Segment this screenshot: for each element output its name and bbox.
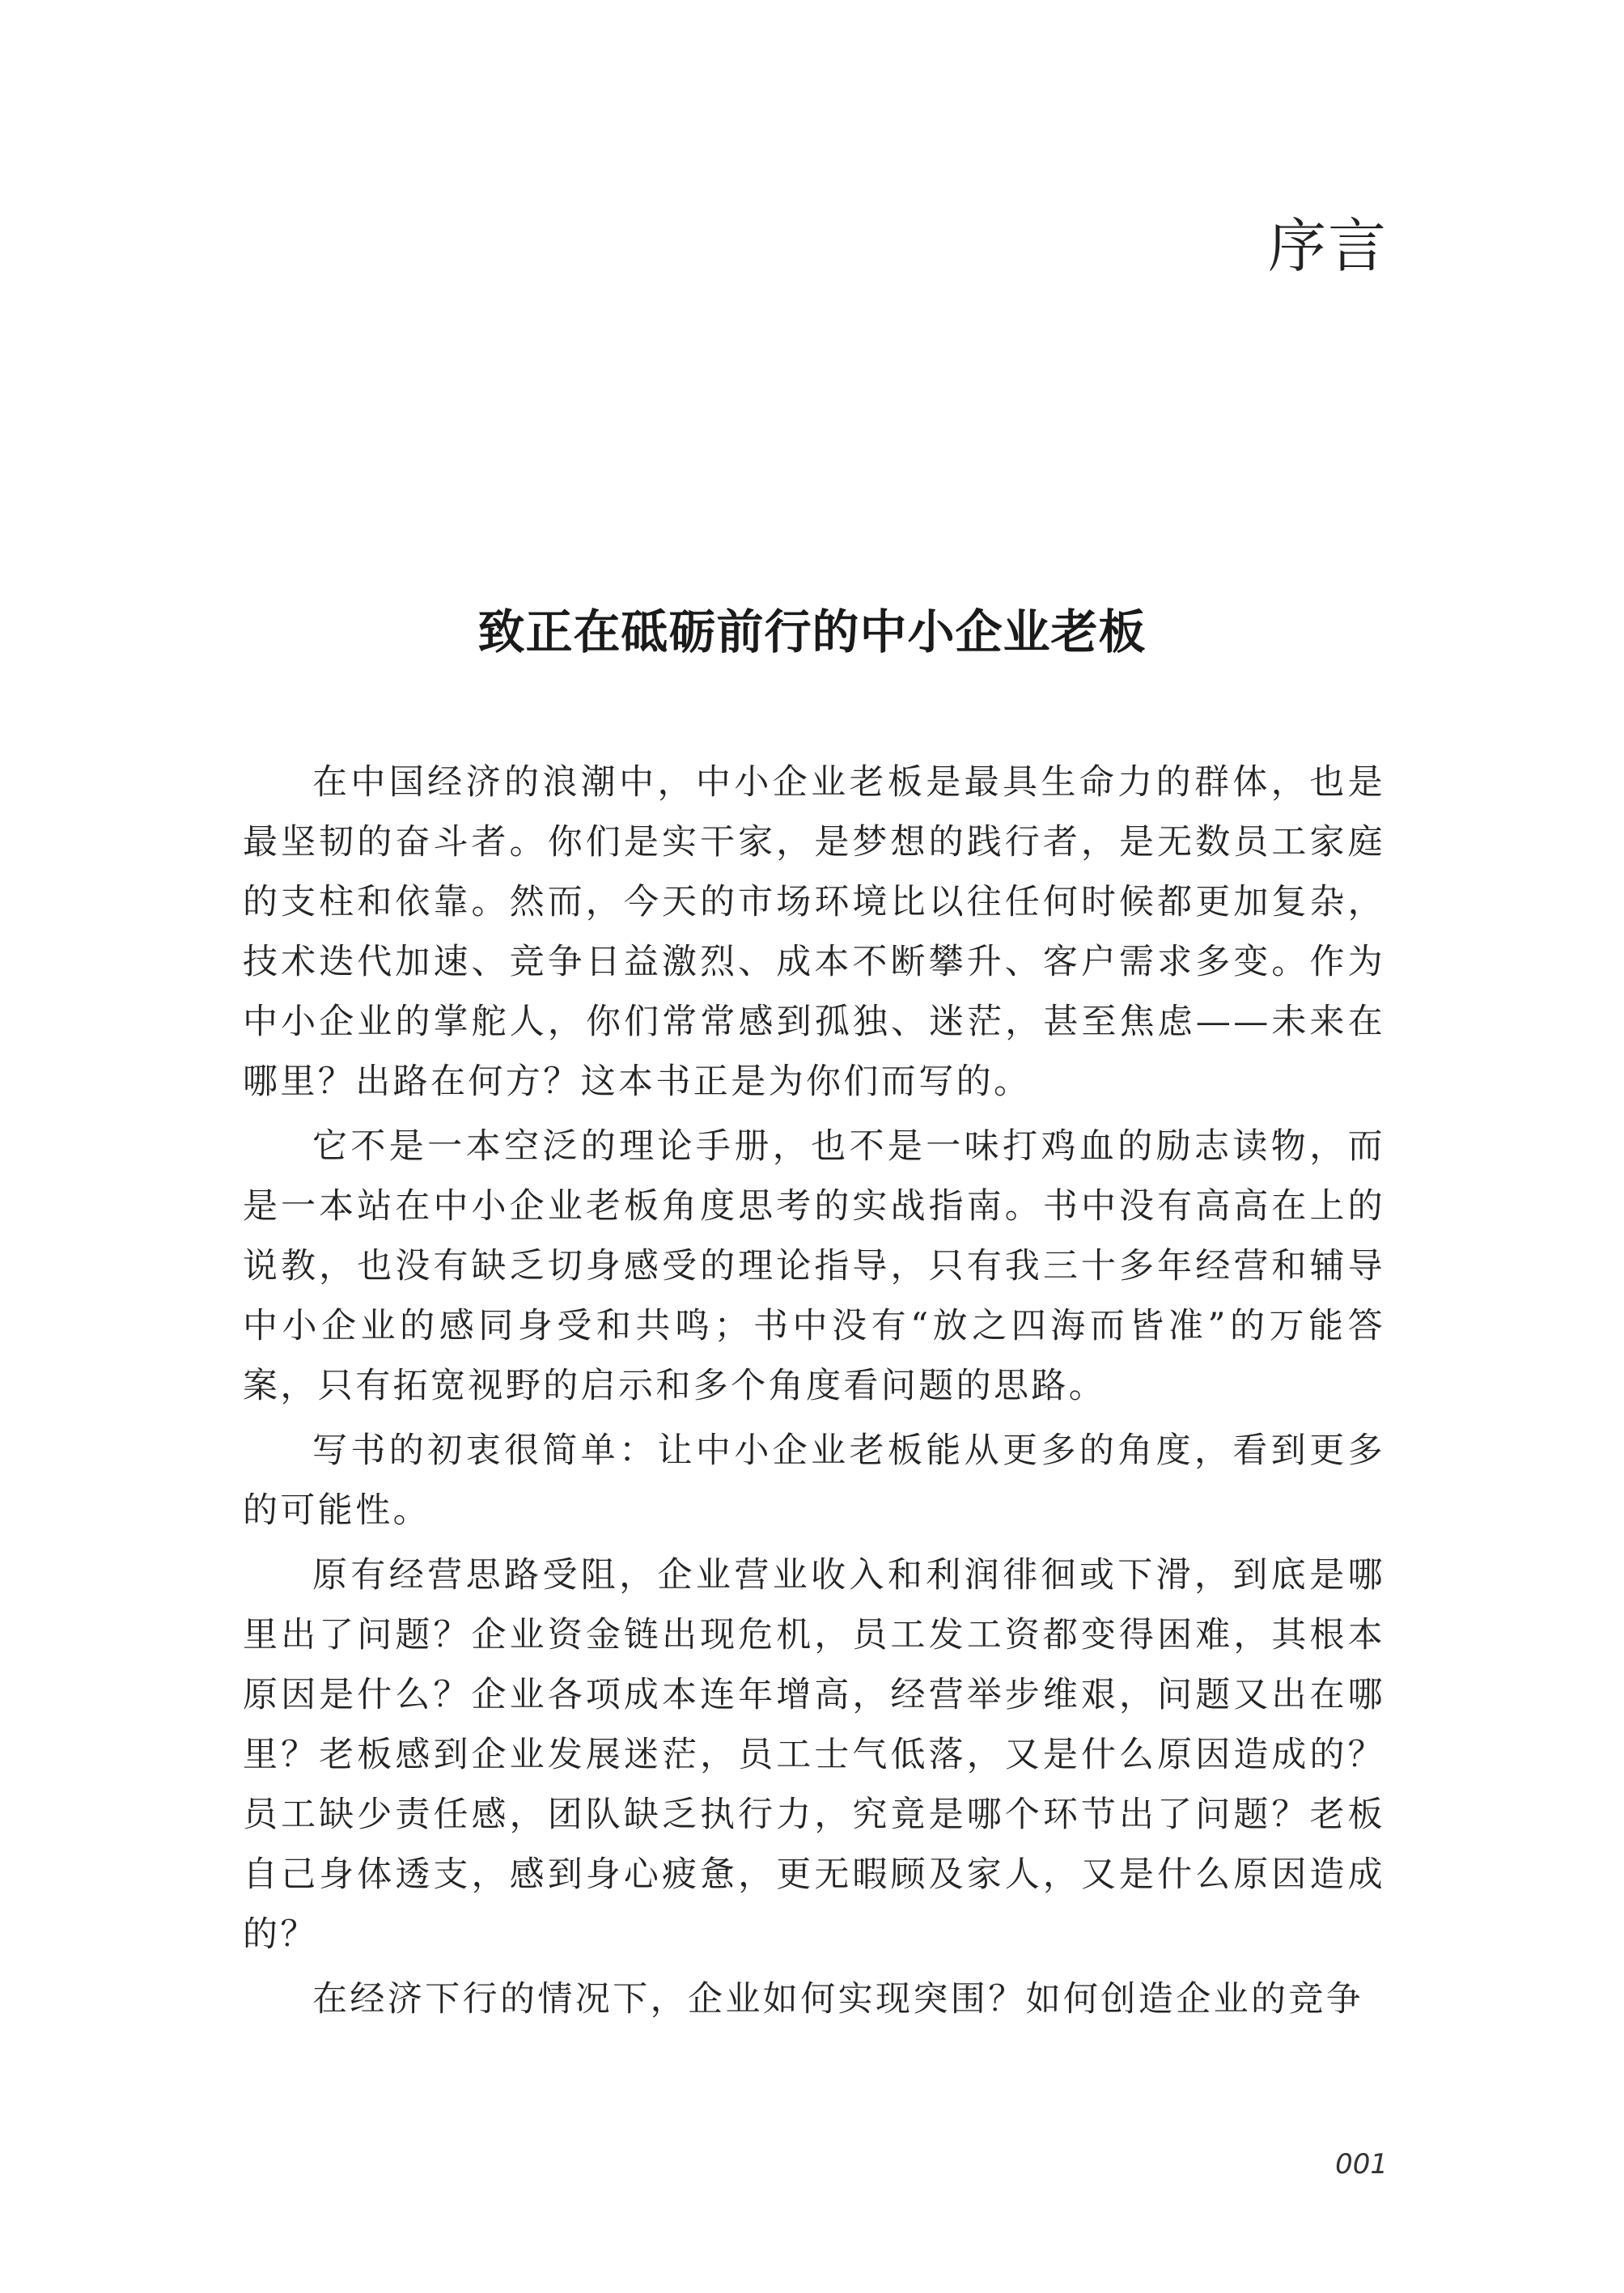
paragraph: 原有经营思路受阻，企业营业收入和利润徘徊或下滑，到底是哪里出了问题？企业资金链出现危机，员工发工资都变得困难，其根本原因是什么？企业各项成本连年增高，经营举步维艰，问题又出在哪里？老板感到企业发展迷茫，员工士气低落，又是什么原因造成的？员工缺少责任感，团队缺乏执行力，究竟是哪个环节出了问题？老板自己身体透支，感到身心疲惫，更无暇顾及家人，又是什么原因造成的？ [243, 1555, 1385, 1955]
page-number: 001 [1335, 2148, 1388, 2181]
section-label: 序言 [1267, 212, 1388, 280]
body-text [243, 752, 1385, 2034]
paragraph: 它不是一本空泛的理论手册，也不是一味打鸡血的励志读物，而是一本站在中小企业老板角度思考的实战指南。书中没有高高在上的说教，也没有缺乏切身感受的理论指导，只有我三十多年经营和辅导中小企业的感同身受和共鸣；书中没有“放之四海而皆准”的万能答案，只有拓宽视野的启示和多个角度看问题的思路。 [243, 1126, 1385, 1406]
paragraph: 写书的初衷很简单：让中小企业老板能从更多的角度，看到更多的可能性。 [243, 1430, 1385, 1531]
paragraph: 在经济下行的情况下，企业如何实现突围？如何创造企业的竞争 [312, 1979, 1364, 2020]
page-title: 致正在砥砺前行的中小企业老板 [477, 604, 1147, 659]
paragraph: 在中国经济的浪潮中，中小企业老板是最具生命力的群体，也是最坚韧的奋斗者。你们是实干家，是梦想的践行者，是无数员工家庭的支柱和依靠。然而，今天的市场环境比以往任何时候都更加复杂，技术迭代加速、竞争日益激烈、成本不断攀升、客户需求多变。作为中小企业的掌舵人，你们常常感到孤独、迷茫，甚至焦虑——未来在哪里？出路在何方？这本书正是为你们而写的。 [243, 762, 1385, 1102]
